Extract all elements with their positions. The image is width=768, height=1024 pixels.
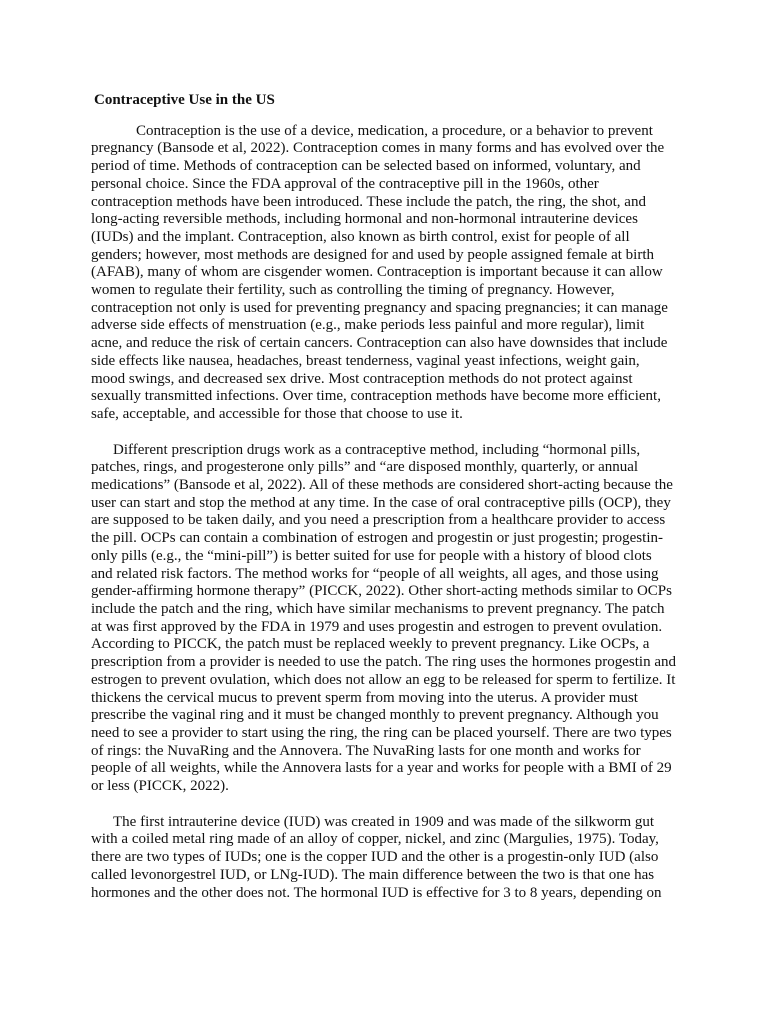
text-line: called levonorgestrel IUD, or LNg-IUD). The main difference between the two is that one has	[91, 866, 655, 883]
paragraph	[91, 123, 679, 424]
text-line: sexually transmitted infections. Over time, contraception methods have become more efficient,	[91, 388, 661, 405]
paragraph	[91, 814, 679, 903]
text-line: include the patch and the ring, which have similar mechanisms to prevent pregnancy. The patch	[91, 600, 665, 617]
text-line: gender-affirming hormone therapy” (PICCK, 2022). Other short-acting methods similar to OCPs	[91, 583, 672, 600]
text-line: women to regulate their fertility, such as controlling the timing of pregnancy. However,	[91, 282, 615, 299]
text-line: genders; however, most methods are designed for and used by people assigned female at birth	[91, 246, 654, 263]
text-line: and related risk factors. The method works for “people of all weights, all ages, and those using	[91, 565, 659, 582]
text-line: at was first approved by the FDA in 1979 and uses progestin and estrogen to prevent ovulation.	[91, 618, 663, 635]
text-line: estrogen to prevent ovulation, which does not allow an egg to be released for sperm to fertilize. It	[91, 671, 676, 688]
text-line: acne, and reduce the risk of certain cancers. Contraception can also have downsides that include	[91, 335, 668, 352]
text-line: there are two types of IUDs; one is the copper IUD and the other is a progestin-only IUD (also	[91, 849, 659, 866]
text-line: contraception methods have been introduced. These include the patch, the ring, the shot, and	[91, 193, 646, 210]
text-line: long-acting reversible methods, including hormonal and non-hormonal intrauterine devices	[91, 211, 638, 228]
text-line: the pill. OCPs can contain a combination of estrogen and progestin or just progestin; progestin-	[91, 530, 663, 547]
text-line: side effects like nausea, headaches, breast tenderness, vaginal yeast infections, weight gain,	[91, 352, 640, 369]
text-line: are supposed to be taken daily, and you need a prescription from a healthcare provider to access	[91, 512, 666, 529]
text-line: medications” (Bansode et al, 2022). All of these methods are considered short-acting because the	[91, 477, 673, 494]
text-line: user can start and stop the method at any time. In the case of oral contraceptive pills (OCP), they	[91, 494, 671, 511]
text-line: personal choice. Since the FDA approval of the contraceptive pill in the 1960s, other	[91, 175, 599, 192]
text-line: need to see a provider to start using the ring, the ring can be placed yourself. There are two types	[91, 724, 672, 741]
text-line: Different prescription drugs work as a contraceptive method, including “hormonal pills,	[113, 441, 641, 458]
document-title: Contraceptive Use in the US	[94, 92, 275, 108]
text-line: prescribe the vaginal ring and it must be changed monthly to prevent pregnancy. Although you	[91, 707, 659, 724]
text-line: prescription from a provider is needed to use the patch. The ring uses the hormones progestin and	[91, 654, 676, 671]
text-line: people of all weights, while the Annovera lasts for a year and works for people with a BMI of 29	[91, 760, 672, 777]
text-line: adverse side effects of menstruation (e.g., make periods less painful and more regular), limit	[91, 317, 645, 334]
text-line: patches, rings, and progesterone only pills” and “are disposed monthly, quarterly, or annual	[91, 459, 639, 476]
text-line: with a coiled metal ring made of an alloy of copper, nickel, and zinc (Margulies, 1975). Today,	[91, 831, 659, 848]
text-line: (AFAB), many of whom are cisgender women. Contraception is important because it can allow	[91, 264, 663, 281]
text-line: contraception not only is used for preventing pregnancy and spacing pregnancies; it can manage	[91, 299, 668, 316]
text-line: or less (PICCK, 2022).	[91, 778, 229, 795]
text-line: only pills (e.g., the “mini-pill”) is better suited for use for people with a history of blood clots	[91, 547, 652, 564]
text-line: According to PICCK, the patch must be replaced weekly to prevent pregnancy. Like OCPs, a	[91, 636, 650, 653]
paragraph	[91, 442, 679, 796]
text-line: thickens the cervical mucus to prevent sperm from moving into the uterus. A provider must	[91, 689, 638, 706]
text-line: pregnancy (Bansode et al, 2022). Contraception comes in many forms and has evolved over the	[91, 140, 665, 157]
text-line: period of time. Methods of contraception can be selected based on informed, voluntary, and	[91, 158, 641, 175]
text-line: mood swings, and decreased sex drive. Most contraception methods do not protect against	[91, 370, 633, 387]
document-page	[91, 92, 679, 920]
text-line: of rings: the NuvaRing and the Annovera. The NuvaRing lasts for one month and works for	[91, 742, 641, 759]
text-line: hormones and the other does not. The hormonal IUD is effective for 3 to 8 years, depending on	[91, 884, 662, 901]
document-body	[91, 123, 679, 903]
text-line: (IUDs) and the implant. Contraception, also known as birth control, exist for people of all	[91, 228, 630, 245]
text-line: The first intrauterine device (IUD) was created in 1909 and was made of the silkworm gut	[113, 813, 655, 830]
text-line: Contraception is the use of a device, medication, a procedure, or a behavior to prevent	[136, 122, 653, 139]
text-line: safe, acceptable, and accessible for those that choose to use it.	[91, 405, 463, 422]
